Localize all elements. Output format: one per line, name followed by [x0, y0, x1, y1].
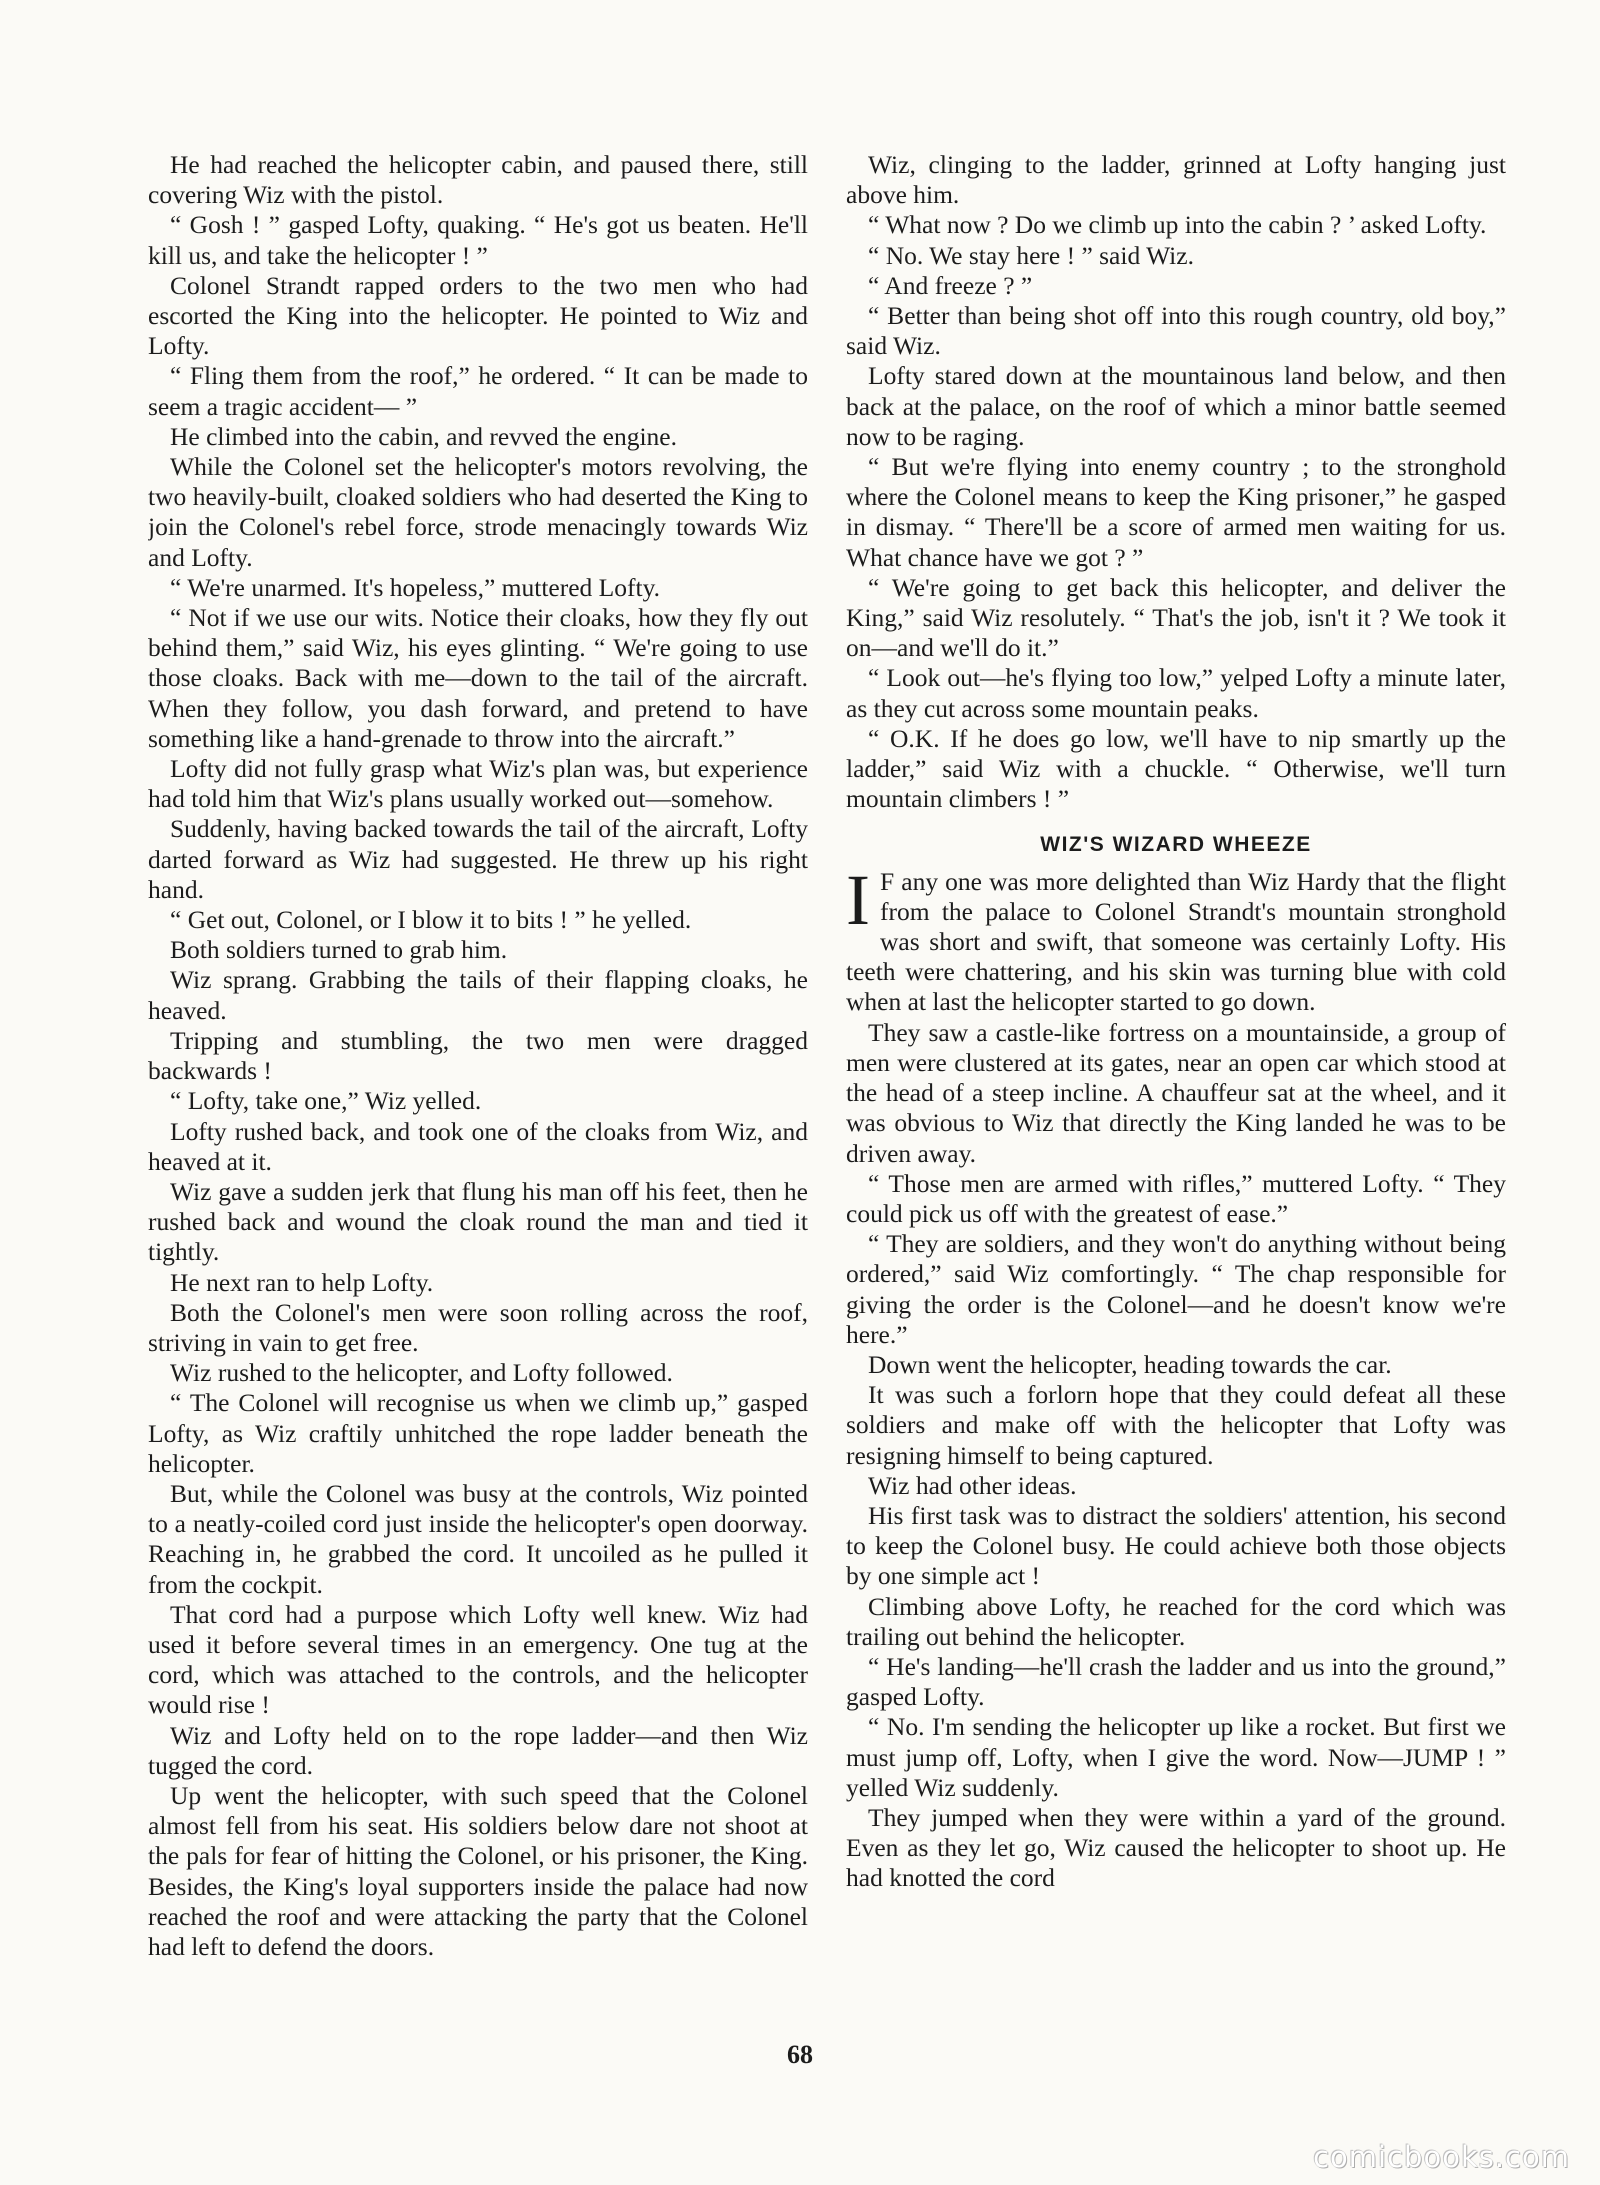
paragraph: Wiz and Lofty held on to the rope ladder—and then Wiz tugged the cord.	[148, 1720, 808, 1780]
paragraph: “ Those men are armed with rifles,” muttered Lofty. “ They could pick us off with the greatest of ease.”	[846, 1168, 1506, 1228]
paragraph: “ No. I'm sending the helicopter up like a rocket. But first we must jump off, Lofty, when I give the word. Now—JUMP ! ” yelled Wiz suddenly.	[846, 1712, 1506, 1802]
paragraph: “ We're going to get back this helicopter, and deliver the King,” said Wiz resolutely. “ That's the job, isn't it ? We took it on—and we'll do it.”	[846, 572, 1506, 663]
paragraph: Both soldiers turned to grab him.	[170, 935, 508, 965]
paragraph: Lofty did not fully grasp what Wiz's plan was, but experience had told him that Wiz's plans usually worked out—somehow.	[148, 754, 808, 814]
paragraph: Climbing above Lofty, he reached for the cord which was trailing out behind the helicopter.	[846, 1591, 1506, 1651]
paragraph: “ Not if we use our wits. Notice their cloaks, how they fly out behind them,” said Wiz, his eyes glinting. “ We're going to use those cloaks. Back with me—down to the tail of the aircraft. When they follow, you dash forward, and pretend to have something like a hand-grenade to throw into the aircraft.”	[148, 603, 808, 753]
page-number: 68	[787, 2040, 813, 2069]
paragraph: Tripping and stumbling, the two men were dragged backwards !	[148, 1025, 808, 1086]
paragraph: “ No. We stay here ! ” said Wiz.	[868, 240, 1194, 270]
paragraph: It was such a forlorn hope that they could defeat all these soldiers and make off with the helicopter that Lofty was resigning himself to being captured.	[846, 1380, 1506, 1470]
paragraph: That cord had a purpose which Lofty well knew. Wiz had used it before several times in an emergency. One tug at the cord, which was attached to the controls, and the helicopter would rise !	[148, 1599, 808, 1720]
dropcap-paragraph	[846, 859, 1506, 1018]
paragraph: “ O.K. If he does go low, we'll have to nip smartly up the ladder,” said Wiz with a chuckle. “ Otherwise, we'll turn mountain climbers ! ”	[846, 723, 1506, 814]
paragraph: “ Get out, Colonel, or I blow it to bits ! ” he yelled.	[170, 905, 692, 935]
paragraph: Wiz had other ideas.	[868, 1470, 1077, 1500]
paragraph: Lofty stared down at the mountainous land below, and then back at the palace, on the roof of which a minor battle seemed now to be raging.	[846, 361, 1506, 451]
paragraph: Wiz gave a sudden jerk that flung his man off his feet, then he rushed back and wound the cloak round the man and tied it tightly.	[148, 1176, 808, 1267]
paragraph: Wiz sprang. Grabbing the tails of their flapping cloaks, he heaved.	[148, 965, 808, 1025]
paragraph: Both the Colonel's men were soon rolling across the roof, striving in vain to get free.	[148, 1297, 808, 1357]
paragraph: Up went the helicopter, with such speed that the Colonel almost fell from his seat. His soldiers below dare not shoot at the pals for fear of hitting the Colonel, or his prisoner, the King. Besides, the King's loyal supporters inside the palace had now reached the roof and were attacking the party that the Colonel had left to defend the doors.	[148, 1780, 808, 1961]
paragraph: “ They are soldiers, and they won't do anything without being ordered,” said Wiz comfortingly. “ The chap responsible for giving the order is the Colonel—and he doesn't know we're here.”	[846, 1229, 1506, 1349]
dropcap-paragraph-text: F any one was more delighted than Wiz Hardy that the flight from the palace to Colonel Strandt's mountain stronghold was short and swift, that someone was certainly Lofty. His teeth were chattering, and his skin was turning blue with cold when at last the helicopter started to go down.	[846, 866, 1506, 1017]
paragraph: “ And freeze ? ”	[868, 270, 1033, 300]
right-text-column	[846, 150, 1506, 2060]
paragraph: Down went the helicopter, heading towards the car.	[868, 1349, 1392, 1379]
paragraph: But, while the Colonel was busy at the controls, Wiz pointed to a neatly-coiled cord just inside the helicopter's open doorway. Reaching in, he grabbed the cord. It uncoiled as he pulled it from the cockpit.	[148, 1478, 808, 1599]
paragraph: They jumped when they were within a yard of the ground. Even as they let go, Wiz caused the helicopter to shoot up. He had knotted the cord	[846, 1802, 1506, 1893]
paragraph: Wiz rushed to the helicopter, and Lofty followed.	[170, 1358, 673, 1388]
paragraph: He climbed into the cabin, and revved the engine.	[170, 421, 677, 451]
paragraph: “ We're unarmed. It's hopeless,” muttered Lofty.	[170, 572, 661, 602]
paragraph: His first task was to distract the soldiers' attention, his second to keep the Colonel busy. He could achieve both those objects by one simple act !	[846, 1500, 1506, 1591]
paragraph: He next ran to help Lofty.	[170, 1267, 434, 1297]
paragraph: “ Better than being shot off into this rough country, old boy,” said Wiz.	[846, 301, 1506, 361]
paragraph: Lofty rushed back, and took one of the cloaks from Wiz, and heaved at it.	[148, 1116, 808, 1176]
paragraph: “ The Colonel will recognise us when we climb up,” gasped Lofty, as Wiz craftily unhitched the rope ladder beneath the helicopter.	[148, 1388, 808, 1478]
section-heading: WIZ'S WIZARD WHEEZE	[1040, 833, 1312, 857]
paragraph: “ Lofty, take one,” Wiz yelled.	[170, 1086, 482, 1116]
paragraph: Wiz, clinging to the ladder, grinned at Lofty hanging just above him.	[846, 150, 1506, 210]
paragraph: While the Colonel set the helicopter's motors revolving, the two heavily-built, cloaked soldiers who had deserted the King to join the Colonel's rebel force, strode menacingly towards Wiz and Lofty.	[148, 452, 808, 572]
left-text-column	[148, 150, 808, 2060]
paragraph: “ What now ? Do we climb up into the cabin ? ’ asked Lofty.	[868, 210, 1487, 240]
paragraph: He had reached the helicopter cabin, and paused there, still covering Wiz with the pistol.	[148, 150, 808, 210]
paragraph: Suddenly, having backed towards the tail of the aircraft, Lofty darted forward as Wiz had suggested. He threw up his right hand.	[148, 814, 808, 904]
paragraph: Colonel Strandt rapped orders to the two men who had escorted the King into the helicopter. He pointed to Wiz and Lofty.	[148, 270, 808, 361]
watermark: comicbooks.com	[1313, 2140, 1570, 2174]
paragraph: “ Look out—he's flying too low,” yelped Lofty a minute later, as they cut across some mountain peaks.	[846, 663, 1506, 723]
paragraph: “ He's landing—he'll crash the ladder and us into the ground,” gasped Lofty.	[846, 1651, 1506, 1712]
paragraph: They saw a castle-like fortress on a mountainside, a group of men were clustered at its gates, near an open car which stood at the head of a steep incline. A chauffeur sat at the wheel, and it was obvious to Wiz that directly the King landed he was to be driven away.	[846, 1017, 1506, 1168]
paragraph: “ Fling them from the roof,” he ordered. “ It can be made to seem a tragic accident— ”	[148, 361, 808, 421]
paragraph: “ But we're flying into enemy country ; to the stronghold where the Colonel means to keep the King prisoner,” he gasped in dismay. “ There'll be a score of armed men waiting for us. What chance have we got ? ”	[846, 452, 1506, 572]
drop-cap: I	[846, 859, 870, 940]
paragraph: “ Gosh ! ” gasped Lofty, quaking. “ He's got us beaten. He'll kill us, and take the helicopter ! ”	[148, 210, 808, 270]
